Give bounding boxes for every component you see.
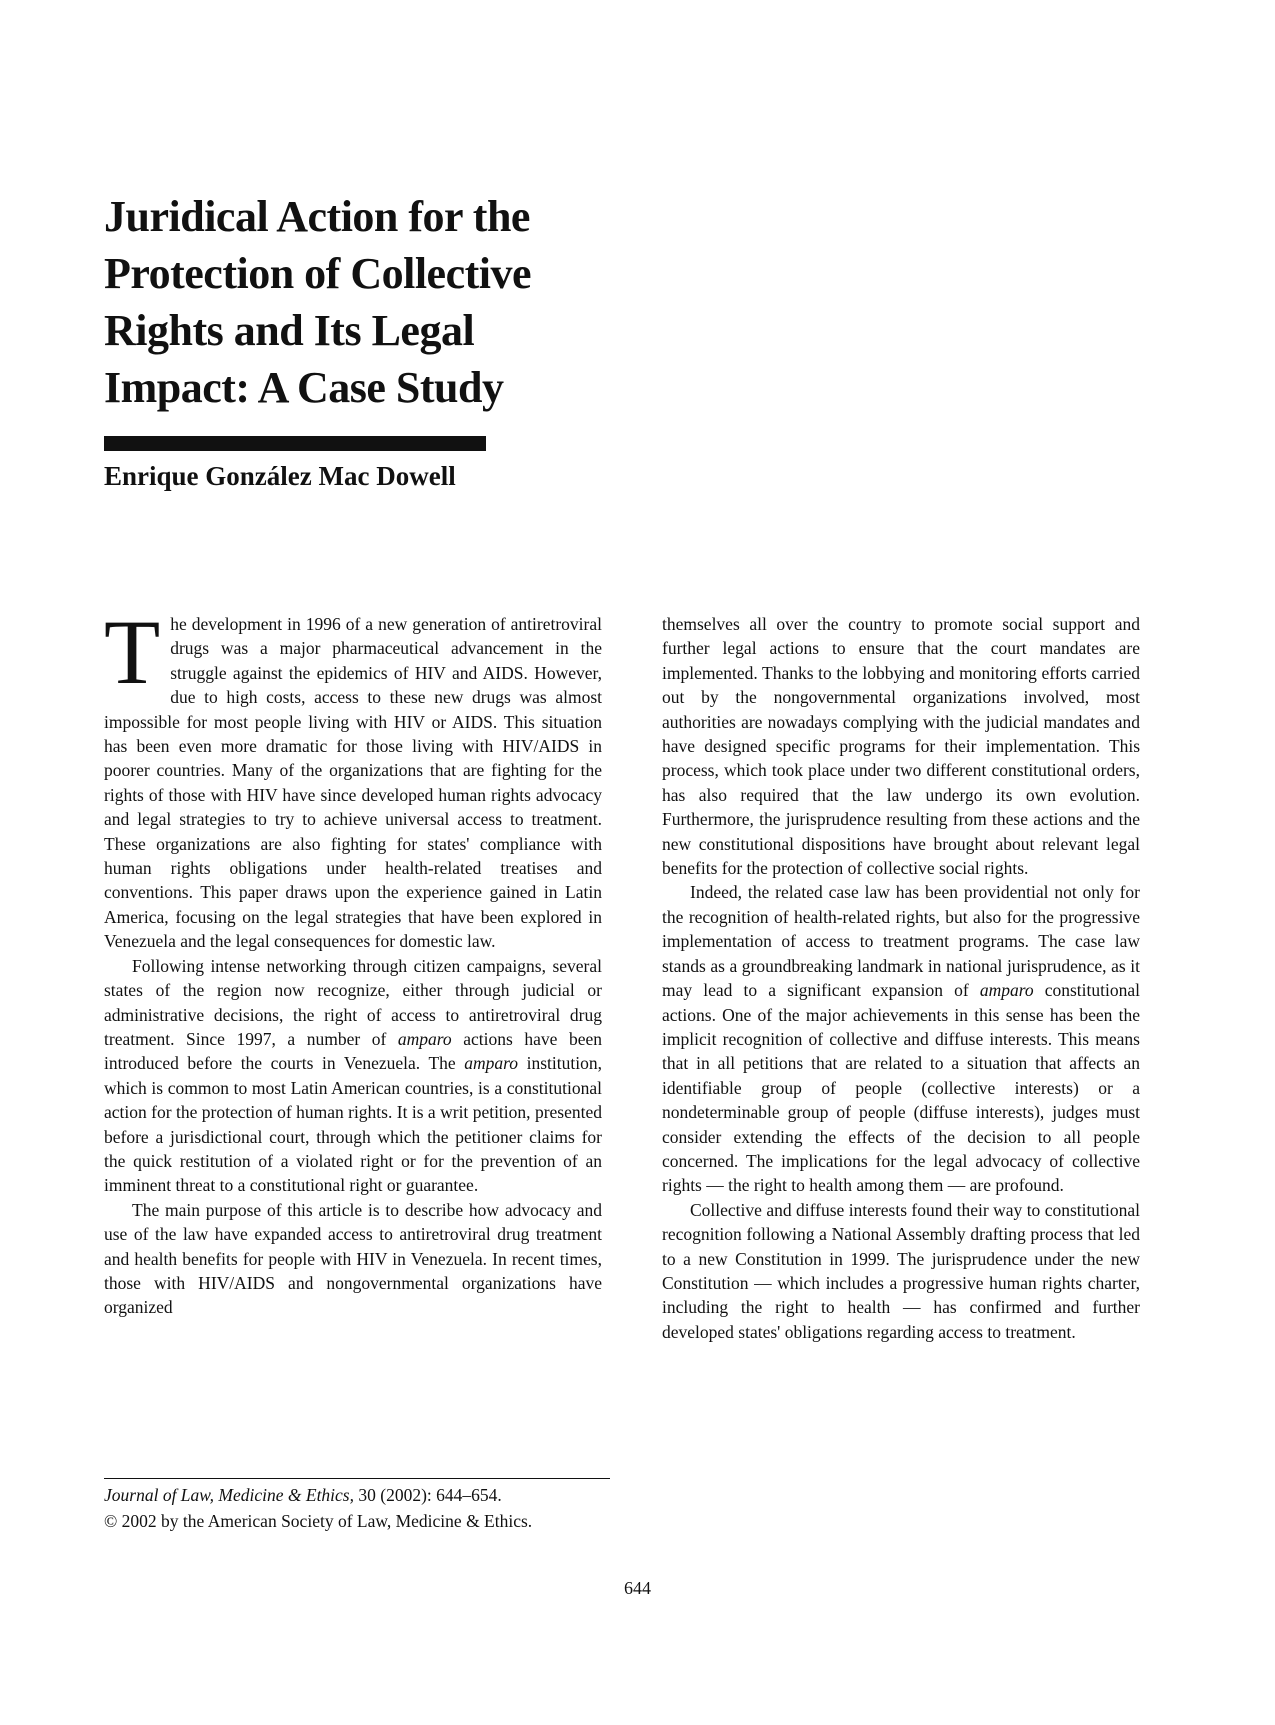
- italic-term: amparo: [464, 1053, 519, 1074]
- paragraph: [104, 601, 602, 954]
- citation-line: [104, 1482, 614, 1508]
- paragraph-text: themselves all over the country to promote social support and further legal actions to ensure that the court mandates are implemented. Thanks to the lobbying and monitoring efforts carried out by the nongovernmental organizations involved, most authorities are nowadays complying with the judicial mandates and have designed specific programs for their implementation. This process, which took place under two different constitutional orders, has also required that the law undergo its own evolution. Furthermore, the jurisprudence resulting from these actions and the new constitutional dispositions have brought about relevant legal benefits for the protection of collective social rights.: [662, 614, 1140, 879]
- paragraph-text: Indeed, the related case law has been providential not only for the recognition of health-related rights, but also for the progressive implementation of access to treatment programs. The case law stands as a groundbreaking landmark in national jurisprudence, as it may lead to a significant expansion of: [662, 882, 1140, 1001]
- citation-detail: 30 (2002): 644–654.: [354, 1485, 502, 1505]
- paragraph: [104, 954, 602, 1198]
- title-rule: [104, 436, 486, 451]
- paragraph: [662, 612, 1140, 880]
- paragraph: [662, 880, 1140, 1197]
- page-number: 644: [624, 1578, 651, 1598]
- paragraph-text: Collective and diffuse interests found their way to constitutional recognition following a National Assembly drafting process that led to a new Constitution in 1999. The jurisprudence under the new Constitution — which includes a progressive human rights charter, including the right to health — has confirmed and further developed states' obligations regarding access to treatment.: [662, 1199, 1140, 1342]
- italic-term: amparo: [979, 980, 1034, 1001]
- article-title: Juridical Action for the Protection of Collective Rights and Its Legal Impact: A Case Study: [104, 192, 532, 412]
- paragraph-text: The main purpose of this article is to describe how advocacy and use of the law have expanded access to antiretroviral drug treatment and health benefits for people with HIV in Venezuela. In recent times, those with HIV/AIDS and nongovernmental organizations have organized: [104, 1199, 602, 1318]
- paragraph: [104, 1198, 602, 1320]
- drop-cap: T: [104, 601, 161, 703]
- paragraph: [662, 1198, 1140, 1344]
- footnote-rule: [104, 1478, 610, 1479]
- journal-name: Journal of Law, Medicine & Ethics,: [104, 1485, 354, 1505]
- paragraph-text: Following intense networking through citizen campaigns, several states of the region now recognize, either through judicial or administrative decisions, the right of access to antiretroviral drug treatment. Since 1997, a number of: [104, 955, 602, 1049]
- footnote: [104, 1482, 614, 1534]
- paragraph-text: he development in 1996 of a new generation of antiretroviral drugs was a major pharmaceutical advancement in the struggle against the epidemics of HIV and AIDS. However, due to high costs, access to these new drugs was almost impossible for most people living with HIV or AIDS. This situation has been even more dramatic for those living with HIV/AIDS in poorer countries. Many of the organizations that are fighting for the rights of those with HIV have since developed human rights advocacy and legal strategies to try to achieve universal access to treatment. These organizations are also fighting for states' compliance with human rights obligations under health-related treatises and conventions. This paper draws upon the experience gained in Latin America, focusing on the legal strategies that have been explored in Venezuela and the legal consequences for domestic law.: [104, 614, 602, 952]
- italic-term: amparo: [397, 1028, 452, 1049]
- left-column: [104, 601, 603, 1320]
- paragraph-text: institution, which is common to most Latin American countries, is a constitutional action for the protection of human rights. It is a writ petition, presented before a jurisdictional court, through which the petitioner claims for the quick restitution of a violated right or for the prevention of an imminent threat to a constitutional right or guarantee.: [104, 1053, 602, 1196]
- copyright-line: © 2002 by the American Society of Law, Medicine & Ethics.: [104, 1511, 533, 1531]
- paragraph-text: constitutional actions. One of the major achievements in this sense has been the implicit recognition of collective and diffuse interests. This means that in all petitions that are related to a situation that affects an identifiable group of people (collective interests) or a nondeterminable group of people (diffuse interests), judges must consider extending the effects of the decision to all people concerned. The implications for the legal advocacy of collective rights — the right to health among them — are profound.: [662, 980, 1140, 1196]
- author-name: Enrique González Mac Dowell: [104, 461, 456, 491]
- paragraph-text: actions have been introduced before the courts in Venezuela. The: [104, 1028, 603, 1074]
- right-column: [662, 612, 1140, 1344]
